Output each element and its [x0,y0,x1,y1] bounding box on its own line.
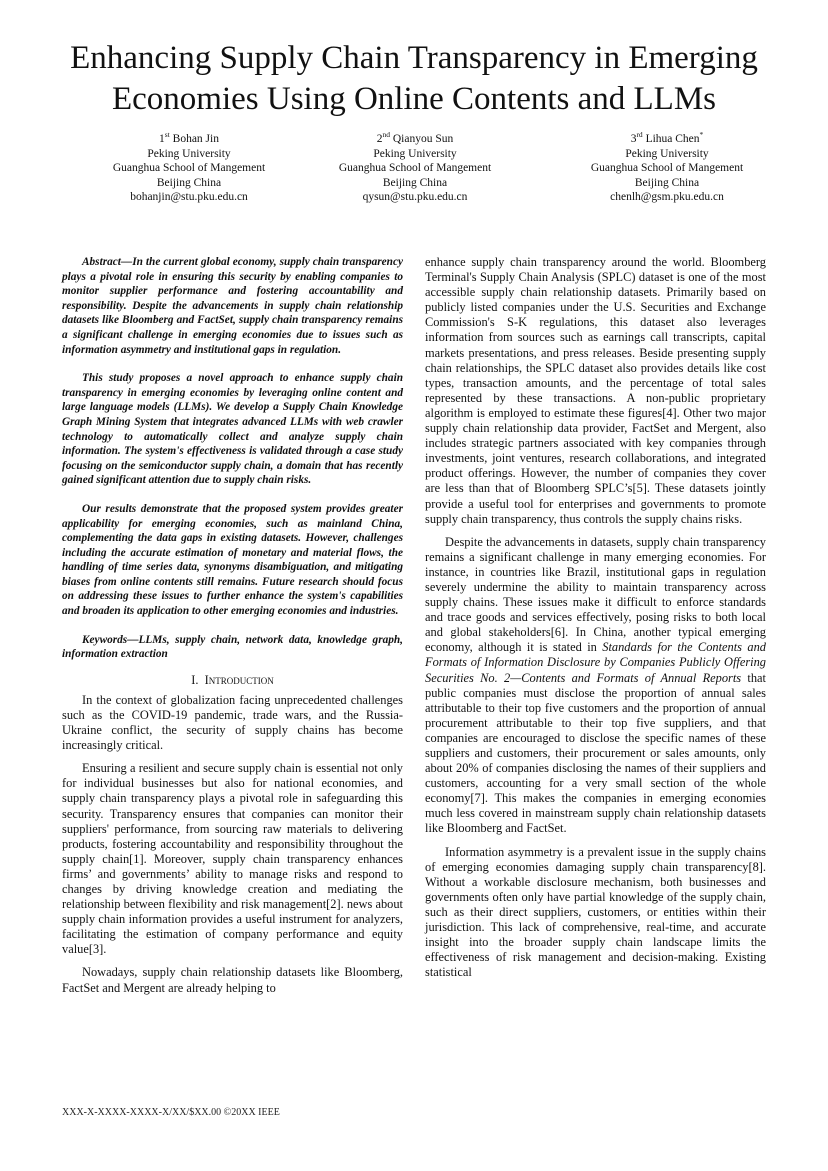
author-institution: Peking University [147,147,231,160]
author-email: bohanjin@stu.pku.edu.cn [130,191,248,203]
author-name: 2nd Qianyou Sun [376,130,454,145]
abstract-label: Abstract [82,256,121,268]
author-email: qysun@stu.pku.edu.cn [362,191,468,203]
author-school: Guanghua School of Mangement [112,162,266,174]
body-paragraph: In the context of globalization facing unprecedented challenges such as the COVID-19 pandemic, trade wars, and the Russia-Ukraine conflict, the security of supply chains has become increasingly critical. [62,692,403,753]
abstract-paragraph: Abstract—In the current global economy, supply chain transparency plays a pivotal role in ensuring this security by enabling companies to monitor supplier performance and fostering accountability and responsibility. Despite the advancements in supply chain relationship datasets like Bloomberg and FactSet, supply chain transparency remains a significant challenge in emerging economies due to issues such as information asymmetry and institutional gaps in regulation. [62,256,403,356]
author-location: Beijing China [156,176,222,189]
author-name: 3rd Lihua Chen* [630,130,704,145]
keywords-text: LLMs, supply chain, network data, knowledge graph, information extraction [62,633,403,661]
paper-title: Enhancing Supply Chain Transparency in Emerging Economies Using Online Contents and LLMs [70,40,758,117]
copyright-footer: XXX-X-XXXX-XXXX-X/XX/$XX.00 ©20XX IEEE [62,1107,280,1118]
keywords: Keywords—LLMs, supply chain, network data, knowledge graph, information extraction [62,633,403,661]
body-paragraph: enhance supply chain transparency around the world. Bloomberg Terminal's Supply Chain Analysis (SPLC) dataset is one of the most accessible supply chain relationship datasets. Primarily based on publicly listed companies under the U.S. Securities and Exchange Commission's S-K regulations, this dataset also leverages information from sources such as earnings call transcripts, capital markets presentations, and press releases. Beside presenting supply chain relationships, the SPLC dataset also provides details like cost types, transaction amounts, and the percentage of total sales represented by these transactions. A non-public proprietary algorithm is employed to estimate these figures[4]. Other two major supply chain relationship data provider, FactSet and Mergent, also includes strategic partners associated with key companies through investments, joint ventures, research collaborations, and integrated product offerings. However, the number of companies they cover are less than that of Bloomberg SPLC’s[5]. These datasets jointly provide a useful tool for enterprises and governments to promote supply chain transparency, thus controls the supply chains risks. [425,255,766,526]
left-column [62,255,403,996]
standard-title: Standards for the Contents and Formats of Information Disclosure by Companies Publicly Offering Securities No. 2—Contents and Formats of Annual Reports [425,640,766,685]
author-2 [290,132,540,205]
author-location: Beijing China [382,176,448,189]
right-column [425,255,766,980]
section-heading: I. Introduction [191,672,274,687]
author-3 [542,132,792,205]
abstract-paragraph: Our results demonstrate that the proposed system provides greater applicability for emerging economies, such as mainland China, complementing the data gaps in existing datasets. However, challenges including the accurate estimation of monetary and material flows, the handling of time series data, synonyms disambiguation, and mitigating biases from online contents still remains. Future research should focus on addressing these issues to further enhance the system's capabilities and broaden its application to other emerging economies and industries. [62,502,403,618]
author-institution: Peking University [625,147,709,160]
author-1 [64,132,314,205]
author-location: Beijing China [634,176,700,189]
keywords-label: Keywords [82,633,128,646]
body-paragraph: Information asymmetry is a prevalent issue in the supply chains of emerging economies damaging supply chain transparency[8]. Without a workable disclosure mechanism, both businesses and governments often only have partial knowledge of the supply chain, such as their direct suppliers, customers, or entities within their jurisdiction. This lack of comprehensive, real-time, and accurate insight into the broader supply chain landscape limits the effectiveness of risk management and decision-making. Existing statistical [425,844,766,980]
author-name: 1st Bohan Jin [159,130,219,145]
author-institution: Peking University [373,147,457,160]
author-school: Guanghua School of Mangement [590,162,744,174]
body-paragraph: Despite the advancements in datasets, supply chain transparency remains a significant challenge in many emerging economies. For instance, in countries like Brazil, institutional gaps in regulation severely undermine the ability to maintain transparency across supply chains. These issues make it difficult to enforce standards and trace goods and services effectively, posing risks to both local and global stakeholders[6]. In China, another typical emerging economy, although it is stated in Standards for the Contents and Formats of Information Disclosure by Companies Publicly Offering Securities No. 2—Contents and Formats of Annual Reports that public companies must disclose the proportion of annual sales attributable to their top five customers and the proportion of annual procurement attributable to their top five suppliers, and that companies are encouraged to disclose the specific names of these suppliers and customers, their procurement or sales amounts, only about 20% of companies disclosing the names of their suppliers and customers, accounting for a very small section of the whole economy[7]. This makes the companies in emerging economies much less covered in mainstream supply chain relationship datasets like Bloomberg and FactSet. [425,534,767,836]
author-school: Guanghua School of Mangement [338,162,492,174]
body-paragraph: Nowadays, supply chain relationship datasets like Bloomberg, FactSet and Mergent are already helping to [62,965,403,995]
abstract-paragraph: This study proposes a novel approach to enhance supply chain transparency in emerging economies by leveraging online content and large language models (LLMs). We develop a Supply Chain Knowledge Graph Mining System that integrates advanced LLMs with web crawler technology to automatically collect and analyze supply chain information. The system's effectiveness is validated through a case study focusing on the semiconductor supply chain, a domain that has recently gained significant attention due to supply chain risks. [62,372,403,487]
author-block [40,132,788,212]
abstract-text: In the current global economy, supply chain transparency plays a pivotal role in ensuring this security by enabling companies to monitor supplier performance and fostering accountability and responsibility. Despite the advancements in supply chain relationship datasets like Bloomberg and FactSet, supply chain transparency remains a significant challenge in emerging economies due to issues such as information asymmetry and institutional gaps in regulation. [62,256,403,356]
author-email: chenlh@gsm.pku.edu.cn [610,191,724,203]
body-paragraph: Ensuring a resilient and secure supply chain is essential not only for individual businesses but also for national economies, and supply chain transparency plays a pivotal role in safeguarding this security. Transparency ensures that companies can monitor their suppliers' performance, from sourcing raw materials to delivering products, fostering accountability and responsibility throughout the supply chain[1]. Moreover, supply chain transparency enhances firms’ and governments’ ability to manage risks and respond to changes by driving knowledge creation and mediating the relationship between flexibility and risk management[2]. news about supply chain information provides a useful instrument for analyzers, facilitating the estimation of company performance and equity value[3]. [62,761,403,957]
